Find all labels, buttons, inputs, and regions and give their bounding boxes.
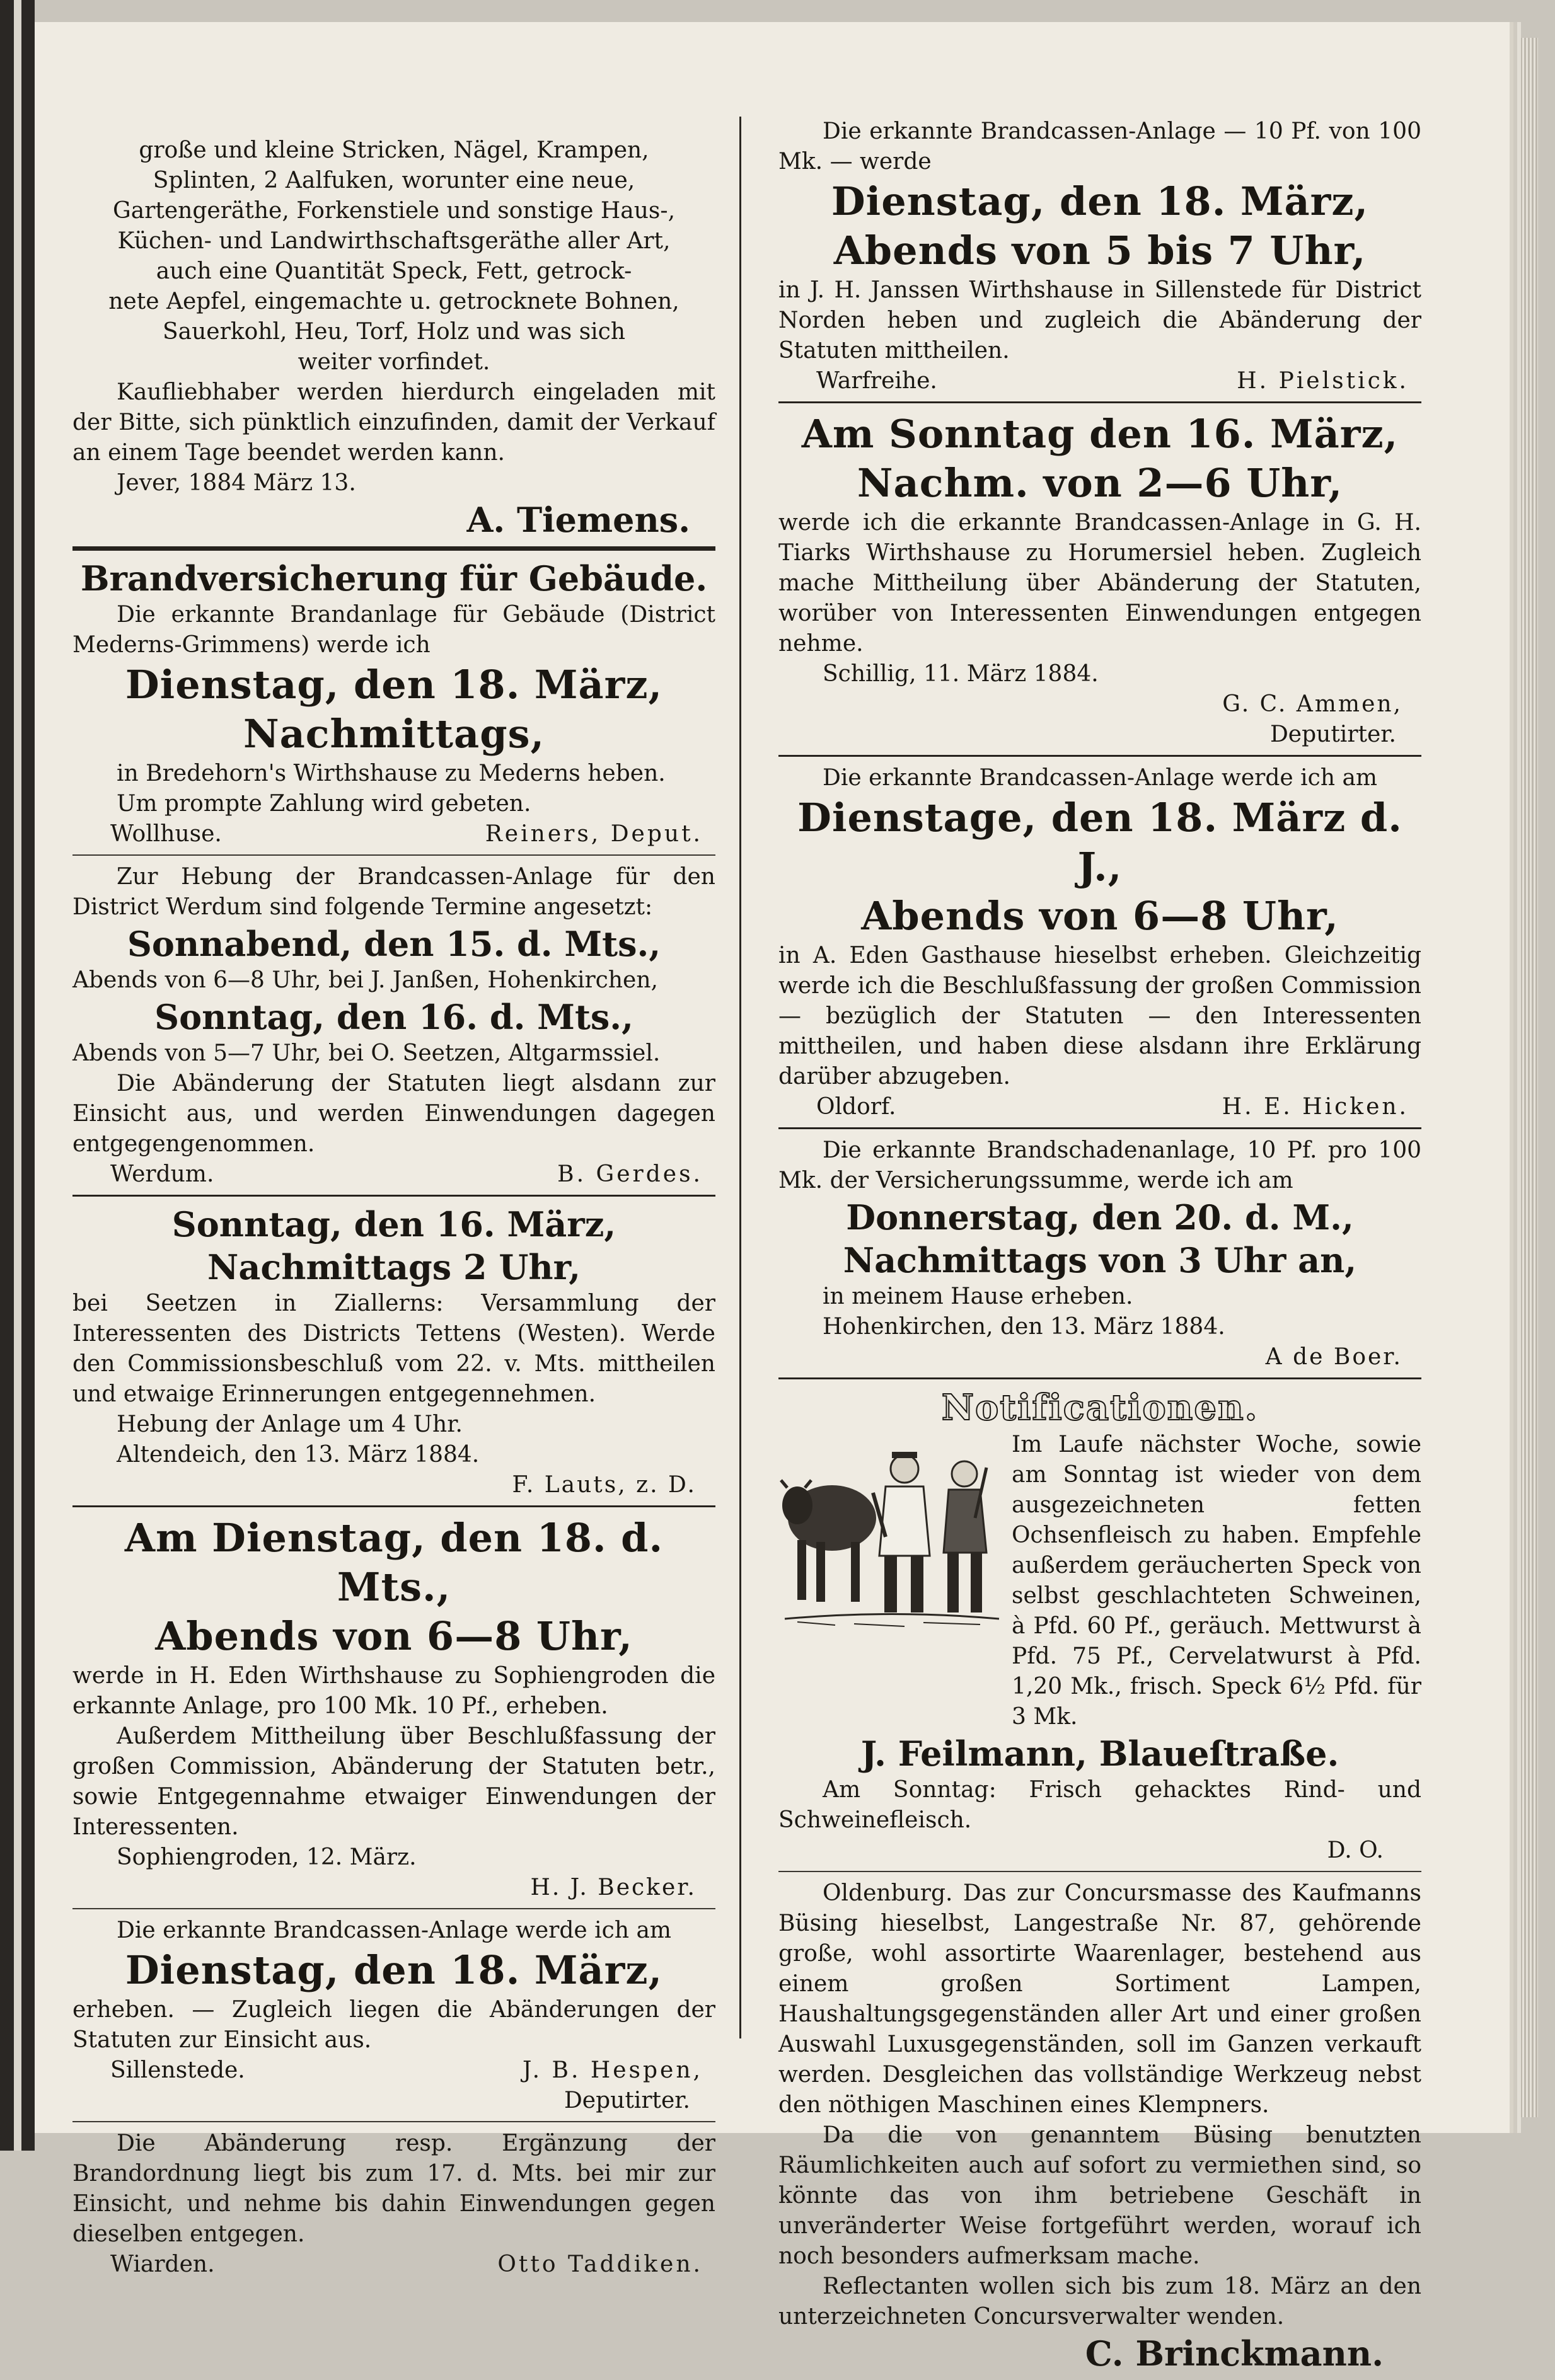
ad-intro: Zur Hebung der Brandcassen-Anlage für den District Werdum sind folgende Termine angesetzt: bbox=[72, 864, 715, 920]
firm-name: J. Feilmann, Blaueſtraße. bbox=[860, 1733, 1339, 1774]
ad-line: Gartengeräthe, Forkenstiele und sonstige Haus-, bbox=[112, 198, 676, 224]
separator-rule bbox=[72, 854, 715, 856]
ad-body: in A. Eden Gasthause hieselbst erheben. Gleichzeitig werde ich die Beschlußfassung der großen Commission — bezüglich der Statuten — den Interessenten mittheilen, und haben diese alsdann ihre Erklärung darüber abzugeben. bbox=[778, 943, 1421, 1089]
separator-rule bbox=[778, 1377, 1421, 1379]
ad-body: Kaufliebhaber werden hierdurch eingeladen mit der Bitte, sich pünktlich einzufinden, damit der Verkauf an einem Tage beendet werden kann. bbox=[72, 379, 715, 466]
signature-line bbox=[72, 2250, 715, 2280]
ad-date: Donnerstag, den 20. d. M., bbox=[846, 1197, 1354, 1238]
ad-body: Die Abänderung resp. Ergänzung der Brandordnung liegt bis zum 17. d. Mts. bei mir zur Einsicht, und nehme bis dahin Einwendungen gegen dieselben entgegen. bbox=[72, 2130, 715, 2247]
place-date: Schillig, 11. März 1884. bbox=[823, 661, 1099, 687]
ad-intro: Die erkannte Brandcassen-Anlage werde ich am bbox=[117, 1917, 672, 1943]
ad-time: Nachmittags, bbox=[243, 711, 545, 757]
ad-line: Splinten, 2 Aalfuken, worunter eine neue, bbox=[153, 168, 635, 193]
ad-time: Abends von 6—8 Uhr, bbox=[155, 1613, 633, 1659]
signature-line bbox=[72, 2055, 715, 2086]
separator-rule bbox=[778, 401, 1421, 403]
ad-date: Am Sonntag den 16. März, bbox=[801, 411, 1399, 457]
separator-rule bbox=[72, 1195, 715, 1197]
signer: J. B. Hespen, bbox=[522, 2057, 703, 2083]
ad-body: in Bredehorn's Wirthshause zu Mederns heben. bbox=[117, 761, 666, 786]
place: Sillenstede. bbox=[110, 2057, 245, 2083]
signature-line bbox=[778, 366, 1421, 396]
headline: Notificationen. bbox=[941, 1387, 1259, 1429]
sillenstede-ad bbox=[72, 1916, 715, 2116]
ad-detail: Abends von 5—7 Uhr, bei O. Seetzen, Altgarmssiel. bbox=[72, 1040, 661, 1066]
place-date: Jever, 1884 März 13. bbox=[117, 470, 356, 496]
separator-rule bbox=[72, 1505, 715, 1507]
ad-note: Um prompte Zahlung wird gebeten. bbox=[117, 791, 531, 817]
ad-date: Sonntag, den 16. März, bbox=[171, 1204, 616, 1245]
ad-line: Küchen- und Landwirthschaftsgeräthe aller Art, bbox=[117, 228, 671, 254]
ad-date: Sonntag, den 16. d. Mts., bbox=[154, 997, 633, 1037]
ad-date: Dienstage, den 18. März d. J., bbox=[797, 795, 1402, 890]
ad-time: Abends von 5 bis 7 Uhr, bbox=[833, 227, 1367, 273]
ad-body: bei Seetzen in Ziallerns: Versammlung der Interessenten des Districts Tettens (Westen). Werde den Commissionsbeschluß vom 22. v. Mts. mittheilen und etwaige Erinnerungen entgegennehmen. bbox=[72, 1291, 715, 1407]
signer: A de Boer. bbox=[1265, 1344, 1402, 1370]
notificationen-ad bbox=[778, 1386, 1421, 1866]
butcher-ad-block bbox=[778, 1430, 1421, 1732]
sunday-note: Am Sonntag: Frisch gehacktes Rind- und Schweinefleisch. bbox=[778, 1777, 1421, 1833]
separator-rule bbox=[778, 1871, 1421, 1872]
ad-body: Außerdem Mittheilung über Beschlußfassung der großen Commission, Abänderung der Statuten betr., sowie Entgegennahme etwaiger Einwendungen der Interessenten. bbox=[72, 1723, 715, 1840]
separator-rule bbox=[778, 755, 1421, 757]
signer: C. Brinckmann. bbox=[1085, 2333, 1384, 2374]
left-column bbox=[72, 135, 715, 2285]
ad-intro: Die erkannte Brandanlage für Gebäude (District Mederns-Grimmens) werde ich bbox=[72, 602, 715, 658]
concurs-ad bbox=[778, 1878, 1421, 2375]
signer: H. E. Hicken. bbox=[1222, 1094, 1409, 1120]
page-stack-edge bbox=[1513, 38, 1538, 2117]
werdum-ad bbox=[72, 862, 715, 1190]
horumersiel-ad bbox=[778, 410, 1421, 750]
auction-ad bbox=[72, 135, 715, 541]
place: Wiarden. bbox=[110, 2251, 215, 2277]
ad-body: werde ich die erkannte Brandcassen-Anlage in G. H. Tiarks Wirthshause zu Horumersiel heben. Zugleich mache Mittheilung über Abänderung der Statuten, worüber von Interessenten Einwendungen entgegen nehme. bbox=[778, 510, 1421, 657]
separator-rule bbox=[72, 546, 715, 551]
ad-time: Nachmittags von 3 Uhr an, bbox=[843, 1240, 1357, 1280]
place: Warfreihe. bbox=[816, 368, 937, 394]
separator-rule bbox=[778, 1127, 1421, 1129]
signature-line bbox=[72, 819, 715, 849]
ad-body: Im Laufe nächster Woche, sowie am Sonntag ist wieder von dem ausgezeichneten fetten Ochsenfleisch zu haben. Empfehle außerdem geräucherten Speck von selbst geschlachteten Schweinen, à Pfd. 60 Pf., geräuch. Mettwurst à Pfd. 75 Pf., Cervelatwurst à Pfd. 1,20 Mk., frisch. Speck 6½ Pfd. für 3 Mk. bbox=[1012, 1432, 1421, 1730]
signature: A. Tiemens. bbox=[466, 500, 690, 540]
ad-time: Nachm. von 2—6 Uhr, bbox=[857, 460, 1343, 506]
ad-intro: Die erkannte Brandcassen-Anlage — 10 Pf. von 100 Mk. — werde bbox=[778, 118, 1421, 175]
ad-time: Nachmittags 2 Uhr, bbox=[207, 1247, 581, 1287]
signer: H. Pielstick. bbox=[1237, 368, 1409, 394]
ad-line: weiter vorfindet. bbox=[298, 349, 490, 375]
ad-body: erheben. — Zugleich liegen die Abänderungen der Statuten zur Einsicht aus. bbox=[72, 1997, 715, 2053]
ad-body: Reflectanten wollen sich bis zum 18. März an den unterzeichneten Concursverwalter wenden. bbox=[778, 2274, 1421, 2330]
signer: Otto Taddiken. bbox=[497, 2251, 703, 2277]
ad-body: Oldenburg. Das zur Concursmasse des Kaufmanns Büsing hieselbst, Langestraße Nr. 87, gehörende große, wohl assortirte Waarenlager, bestehend aus einem großen Sortiment Lampen, Haushaltungsgegenständen aller Art und einer großen Auswahl Luxusgegenständen, soll im Ganzen verkauft werden. Desgleichen das vollständige Werkzeug nebst den nöthigen Maschinen eines Klempners. bbox=[778, 1880, 1421, 2118]
butcher-with-ox-illustration bbox=[778, 1430, 1005, 1638]
right-column bbox=[778, 117, 1421, 2380]
ad-date: Dienstag, den 18. März, bbox=[831, 178, 1369, 224]
ad-date: Dienstag, den 18. März, bbox=[125, 662, 663, 708]
tettens-ad bbox=[72, 1203, 715, 1500]
norden-ad bbox=[778, 117, 1421, 396]
column-divider bbox=[739, 117, 741, 2038]
separator-rule bbox=[72, 1908, 715, 1909]
signer-title: Deputirter. bbox=[564, 2088, 690, 2113]
headline: Brandversicherung für Gebäude. bbox=[80, 558, 708, 599]
ad-time: Abends von 6—8 Uhr, bbox=[861, 893, 1339, 939]
signer: B. Gerdes. bbox=[557, 1161, 703, 1187]
ad-body: Da die von genanntem Büsing benutzten Räumlichkeiten auch auf sofort zu vermiethen sind, so könnte das von ihm betriebene Geschäft in unveränderter Weise fortgeführt werden, worauf ich noch besonders aufmerksam mache. bbox=[778, 2122, 1421, 2269]
ad-line: große und kleine Stricken, Nägel, Krampen, bbox=[139, 137, 649, 163]
place-date: Hohenkirchen, den 13. März 1884. bbox=[823, 1314, 1225, 1340]
ad-line: nete Aepfel, eingemachte u. getrocknete Bohnen, bbox=[108, 289, 679, 314]
ad-line: auch eine Quantität Speck, Fett, getrock- bbox=[156, 258, 632, 284]
hohenkirchen-ad bbox=[778, 1135, 1421, 1372]
ad-date: Am Dienstag, den 18. d. Mts., bbox=[124, 1515, 664, 1610]
place-date: Sophiengroden, 12. März. bbox=[117, 1844, 417, 1870]
page-left-edge bbox=[0, 0, 35, 2151]
ad-body: Die Abänderung der Statuten liegt alsdann zur Einsicht aus, und werden Einwendungen dagegen entgegengenommen. bbox=[72, 1071, 715, 1157]
ad-body: in J. H. Janssen Wirthshause in Sillenstede für District Norden heben und zugleich die Abänderung der Statuten mittheilen. bbox=[778, 277, 1421, 364]
binding-strip bbox=[14, 0, 21, 2151]
signer-title: Deputirter. bbox=[1269, 721, 1396, 747]
separator-rule bbox=[72, 2121, 715, 2122]
brandversicherung-ad bbox=[72, 557, 715, 849]
signature-line bbox=[72, 1159, 715, 1190]
ad-line: Sauerkohl, Heu, Torf, Holz und was sich bbox=[162, 319, 626, 345]
sophiengroden-ad bbox=[72, 1514, 715, 1903]
signature-line bbox=[778, 1092, 1421, 1122]
ad-date: Dienstag, den 18. März, bbox=[125, 1947, 663, 1993]
signer: Reiners, Deput. bbox=[485, 821, 703, 847]
oldorf-ad bbox=[778, 763, 1421, 1122]
ad-date: Sonnabend, den 15. d. Mts., bbox=[127, 924, 661, 964]
wiarden-ad bbox=[72, 2129, 715, 2280]
ad-body: in meinem Hause erheben. bbox=[823, 1284, 1133, 1309]
ad-detail: Abends von 6—8 Uhr, bei J. Janßen, Hohenkirchen, bbox=[72, 967, 658, 993]
place: Oldorf. bbox=[816, 1094, 896, 1120]
initials: D. O. bbox=[1327, 1837, 1384, 1863]
ad-body: werde in H. Eden Wirthshause zu Sophiengroden die erkannte Anlage, pro 100 Mk. 10 Pf., erheben. bbox=[72, 1663, 715, 1719]
ad-note: Hebung der Anlage um 4 Uhr. bbox=[117, 1411, 463, 1437]
place: Werdum. bbox=[110, 1161, 214, 1187]
signer: F. Lauts, z. D. bbox=[512, 1472, 697, 1498]
signer: H. J. Becker. bbox=[530, 1875, 697, 1900]
place-date: Altendeich, den 13. März 1884. bbox=[117, 1442, 480, 1468]
newspaper-page bbox=[35, 22, 1510, 2374]
place: Wollhuse. bbox=[110, 821, 222, 847]
signer: G. C. Ammen, bbox=[1222, 691, 1402, 717]
ad-intro: Die erkannte Brandschadenanlage, 10 Pf. pro 100 Mk. der Versicherungssumme, werde ich am bbox=[778, 1137, 1421, 1193]
ad-intro: Die erkannte Brandcassen-Anlage werde ich am bbox=[823, 765, 1378, 791]
